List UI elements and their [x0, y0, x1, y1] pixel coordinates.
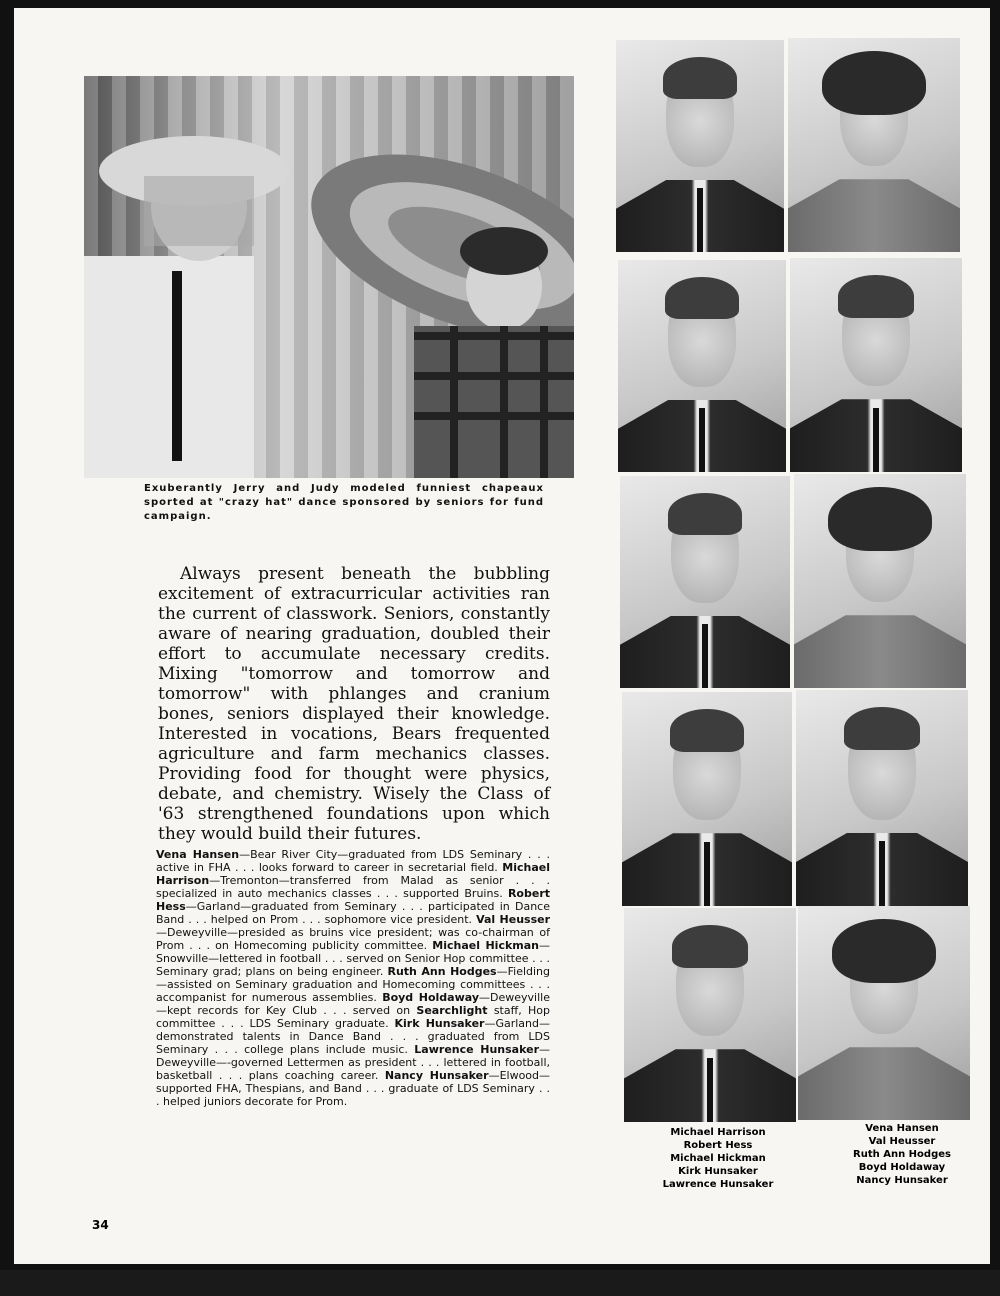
portrait-names-left — [644, 1126, 792, 1191]
portrait-photo — [790, 258, 962, 472]
bio-text: —Deweyville—presided as bruins vice president; was co-chairman of Prom . . . on Homecoming publicity committee. — [156, 926, 550, 952]
portrait-photo — [794, 474, 966, 688]
portrait-photo — [798, 906, 970, 1120]
portrait-name: Michael Harrison — [670, 1127, 766, 1138]
bio-publication: Searchlight — [416, 1004, 488, 1017]
page-number: 34 — [92, 1218, 109, 1232]
portrait-photo — [618, 260, 786, 472]
bio-text: —Garland—graduated from Seminary . . . participated in Dance Band . . . helped on Prom . . . sophomore vice president. — [156, 900, 550, 926]
portrait-photo — [788, 38, 960, 252]
portrait-name: Ruth Ann Hodges — [853, 1149, 951, 1160]
bio-text: —Garland—demonstrated talents in Dance Band . . . graduated from LDS Seminary . . . college plans include music. — [156, 1017, 551, 1056]
portrait-name: Robert Hess — [683, 1140, 753, 1151]
bio-text: —Bear River City—graduated from LDS Seminary . . . active in FHA . . . looks forward to career in secretarial field. — [156, 848, 550, 874]
bio-name: Lawrence Hunsaker — [414, 1043, 540, 1056]
scanner-edge — [0, 1270, 1000, 1296]
portrait-photo — [622, 692, 792, 906]
photo-caption: Exuberantly Jerry and Judy modeled funniest chapeaux sported at "crazy hat" dance sponsored by seniors for fund campaign. — [144, 483, 544, 522]
bio-name: Robert Hess — [156, 887, 550, 913]
bio-name: Nancy Hunsaker — [384, 1069, 489, 1082]
bio-name: Michael Hickman — [432, 939, 539, 952]
portrait-name: Nancy Hunsaker — [856, 1175, 948, 1186]
bio-name: Vena Hansen — [156, 848, 240, 861]
bio-text: —Fielding—assisted on Seminary graduation and Homecoming committees . . . accompanist for numerous assemblies. — [156, 965, 551, 1004]
photo-figures — [84, 76, 574, 478]
portrait-photo — [620, 476, 790, 688]
bio-text: staff, Hop committee . . . LDS Seminary graduate. — [156, 1004, 550, 1030]
bio-text: —Deweyville—-governed Lettermen as president . . . lettered in football, basketball . . . plans coaching career. — [156, 1043, 551, 1082]
body-paragraph-text: Always present beneath the bubbling excitement of extracurricular activities ran the current of classwork. Seniors, constantly aware of nearing graduation, doubled their effort to accumulate necessary credits. Mixing "tomorrow and tomorrow and tomorrow" with phlanges and cranium bones, seniors displayed their knowledge. Interested in vocations, Bears frequented agriculture and farm mechanics classes. Providing food for thought were physics, debate, and chemistry. Wisely the Class of '63 strengthened foundations upon which they would build their futures. — [158, 564, 550, 844]
body-paragraph — [158, 564, 550, 844]
bio-name: Boyd Holdaway — [382, 991, 480, 1004]
crazy-hat-photo — [84, 76, 574, 478]
bio-name: Val Heusser — [476, 913, 550, 926]
bio-name: Michael Harrison — [156, 861, 551, 887]
bio-text: —Deweyville—kept records for Key Club . . . served on — [156, 991, 550, 1017]
portrait-photo — [616, 40, 784, 252]
bio-text: —Tremonton—transferred from Malad as senior . . . specialized in auto mechanics classes . . . supported Bruins. — [156, 874, 550, 900]
yearbook-page — [14, 8, 990, 1264]
portrait-name: Boyd Holdaway — [858, 1162, 946, 1173]
portrait-names-right — [828, 1122, 976, 1187]
portrait-photo — [624, 908, 796, 1122]
portrait-name: Val Heusser — [868, 1136, 936, 1147]
bio-text: —Snowville—lettered in football . . . served on Senior Hop committee . . . Seminary grad; plans on being engineer. — [156, 939, 550, 978]
bio-name: Kirk Hunsaker — [394, 1017, 485, 1030]
portrait-name: Vena Hansen — [865, 1123, 939, 1134]
portrait-name: Kirk Hunsaker — [678, 1166, 758, 1177]
bio-text: —Elwood—supported FHA, Thespians, and Band . . . graduate of LDS Seminary . . . helped juniors decorate for Prom. — [156, 1069, 551, 1108]
senior-bios — [156, 848, 550, 1108]
bio-name: Ruth Ann Hodges — [387, 965, 497, 978]
portrait-photo — [796, 690, 968, 906]
portrait-name: Lawrence Hunsaker — [662, 1179, 774, 1190]
portrait-name: Michael Hickman — [670, 1153, 766, 1164]
